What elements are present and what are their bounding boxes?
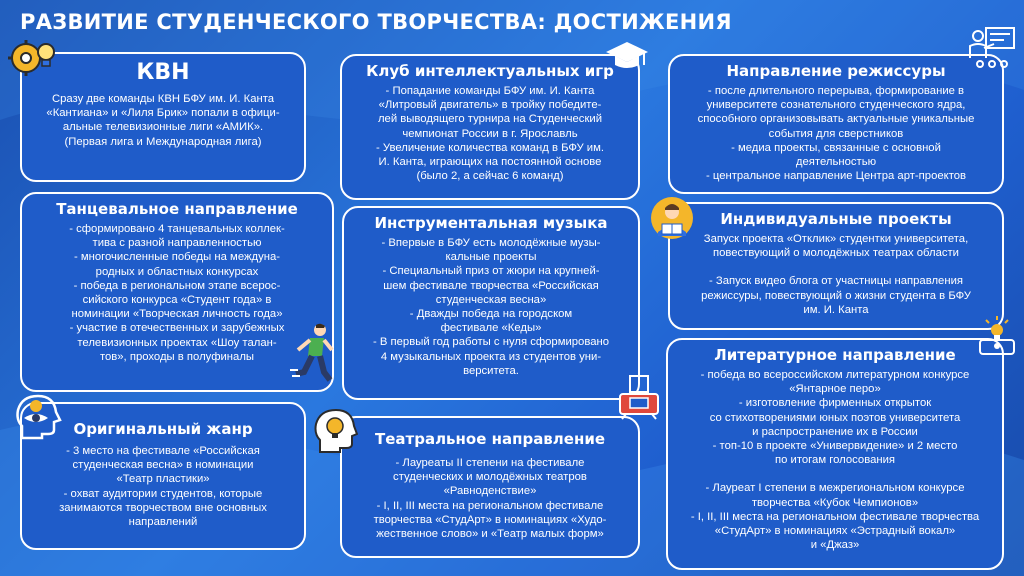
gear-bulb-icon	[8, 36, 58, 84]
card-line: - победа в региональном этапе всерос-	[73, 279, 281, 292]
card-line: - участие в отечественных и зарубежных	[69, 322, 285, 335]
card-literary	[666, 338, 1004, 570]
card-literary-body	[676, 368, 994, 552]
card-line: деятельностью	[795, 156, 877, 169]
camera-icon	[616, 372, 662, 420]
card-line: университете сознательного студенческого ядра,	[706, 99, 966, 112]
card-line: телевизионных проектах «Шоу талан-	[77, 336, 277, 349]
card-line: «Равноденствие»	[443, 485, 537, 498]
card-spacer	[676, 467, 994, 481]
card-line: - Запуск видео блога от участницы направления	[709, 275, 963, 288]
card-line: сийского конкурса «Студент года» в	[82, 294, 272, 307]
card-club-heading: Клуб интеллектуальных игр	[366, 62, 614, 80]
card-line: - В первый год работы с нуля сформировано	[372, 336, 610, 349]
card-line: - победа во всероссийском литературном конкурсе	[700, 369, 970, 381]
card-line: - Впервые в БФУ есть молодёжные музы-	[381, 237, 601, 249]
card-music-body	[352, 236, 630, 378]
card-directing-body	[678, 84, 994, 183]
card-individual-heading: Индивидуальные проекты	[720, 210, 952, 228]
card-line: верситета.	[463, 364, 519, 377]
card-line: (было 2, а сейчас 6 команд)	[416, 170, 564, 183]
card-line: - охват аудитории студентов, которые	[63, 487, 263, 500]
card-directing	[668, 54, 1004, 194]
card-line: И. Канта, играющих на постоянной основе	[378, 156, 602, 169]
card-line: номинации «Творческая личность года»	[71, 308, 283, 321]
card-line: «Янтарное перо»	[789, 383, 881, 396]
card-line: - после длительного перерыва, формирование в	[707, 85, 965, 97]
card-line: кальные проекты	[445, 251, 537, 264]
card-line: - 3 место на фестивале «Российская	[66, 445, 260, 457]
card-dance	[20, 192, 334, 392]
card-line: (Первая лига и Международная лига)	[64, 135, 262, 148]
card-dance-body	[30, 222, 324, 364]
card-line: - Лауреаты II степени на фестивале	[395, 457, 585, 469]
card-theatre-heading: Театральное направление	[374, 430, 606, 448]
card-line: - Лауреат I степени в межрегиональном конкурсе	[705, 482, 965, 495]
card-club	[340, 54, 640, 200]
card-line: студенческих и молодёжных театров	[393, 471, 587, 484]
card-kvn-body	[30, 92, 296, 149]
card-line: шем фестивале творчества «Российская	[383, 279, 599, 292]
card-line: «Кантиана» и «Лиля Брик» попали в офици-	[46, 107, 280, 120]
card-line: творчества «СтудАрт» в номинациях «Худо-	[373, 513, 607, 526]
card-theatre	[340, 416, 640, 558]
card-line: и распространение их в России	[752, 425, 918, 438]
card-line: занимаются творчеством вне основных	[59, 501, 267, 514]
head-eye-icon	[14, 392, 62, 442]
card-line: по итогам голосования	[774, 454, 896, 467]
presenter-icon	[966, 24, 1018, 76]
card-club-body	[350, 84, 630, 183]
card-line: - Дважды победа на городском	[409, 308, 573, 321]
card-line: «СтудАрт» в номинациях «Эстрадный вокал»	[714, 525, 956, 538]
card-line: тов», проходы в полуфиналы	[99, 350, 255, 363]
card-directing-heading: Направление режиссуры	[726, 62, 946, 80]
card-line: способного организовывать актуальные уникальные	[697, 113, 975, 126]
card-kvn-heading: КВН	[136, 60, 190, 85]
card-line: студенческая весна»	[435, 293, 547, 306]
card-line: - Попадание команды БФУ им. И. Канта	[385, 85, 595, 97]
card-line: - I, II, III места на региональном фестивале	[376, 499, 604, 512]
card-line: творчества «Кубок Чемпионов»	[751, 496, 919, 509]
card-line: режиссуры, повествующий о жизни студента в БФУ	[701, 289, 971, 302]
card-line: «Театр пластики»	[116, 473, 210, 486]
idea-person-icon	[974, 314, 1020, 360]
card-music-heading: Инструментальная музыка	[374, 214, 608, 232]
card-line: - Специальный приз от жюри на крупней-	[382, 265, 600, 278]
card-line: - центральное направление Центра арт-проектов	[705, 170, 967, 183]
card-line: со стихотворениями юных поэтов университета	[709, 411, 961, 424]
card-line: чемпионат России в г. Ярославль	[402, 127, 578, 140]
card-line: тива с разной направленностью	[92, 237, 262, 250]
card-line: жественное слово» и «Театр малых форм»	[376, 528, 604, 541]
card-individual	[668, 202, 1004, 330]
card-line: направлений	[128, 516, 198, 529]
card-line: фестивале «Кеды»	[440, 322, 542, 335]
card-line: лей выводящего турнира на Студенческий	[377, 113, 603, 126]
page-title: РАЗВИТИЕ СТУДЕНЧЕСКОГО ТВОРЧЕСТВА: ДОСТИЖЕНИЯ	[20, 10, 732, 34]
card-line: - сформировано 4 танцевальных коллек-	[69, 223, 285, 235]
head-bulb-icon	[312, 406, 358, 456]
card-spacer	[678, 260, 994, 274]
card-line: родных и областных конкурсах	[95, 265, 259, 278]
card-individual-body	[678, 232, 994, 317]
card-line: и «Джаз»	[810, 539, 860, 552]
card-theatre-body	[350, 456, 630, 541]
card-line: повествующий о молодёжных театрах области	[712, 247, 959, 260]
card-kvn	[20, 52, 306, 182]
card-line: Запуск проекта «Отклик» студентки университета,	[703, 233, 969, 245]
card-line: - топ-10 в проекте «Универвидение» и 2 место	[712, 440, 958, 453]
card-literary-heading: Литературное направление	[714, 346, 956, 364]
card-line: студенческая весна» в номинации	[72, 459, 254, 472]
card-line: - многочисленные победы на междуна-	[73, 251, 281, 264]
card-original-heading: Оригинальный жанр	[73, 420, 253, 438]
card-line: события для сверстников	[768, 127, 904, 140]
reader-icon	[650, 196, 694, 240]
card-line: альные телевизионные лиги «АМИК».	[62, 121, 264, 134]
card-line: - Увеличение количества команд в БФУ им.	[376, 141, 604, 154]
card-line: - I, II, III места на региональном фестивале творчества	[690, 510, 980, 523]
card-original	[20, 402, 306, 550]
card-dance-heading: Танцевальное направление	[56, 200, 298, 218]
card-original-body	[30, 444, 296, 529]
card-music	[342, 206, 640, 400]
card-line: - изготовление фирменных открыток	[738, 397, 932, 410]
runner-icon	[290, 322, 336, 384]
card-line: Сразу две команды КВН БФУ им. И. Канта	[51, 93, 275, 105]
graduation-cap-icon	[604, 40, 650, 72]
card-line: 4 музыкальных проекта из студентов уни-	[380, 350, 602, 363]
card-line: - медиа проекты, связанные с основной	[731, 141, 941, 154]
card-line: им. И. Канта	[803, 303, 869, 316]
card-line: «Литровый двигатель» в тройку победите-	[378, 99, 602, 112]
